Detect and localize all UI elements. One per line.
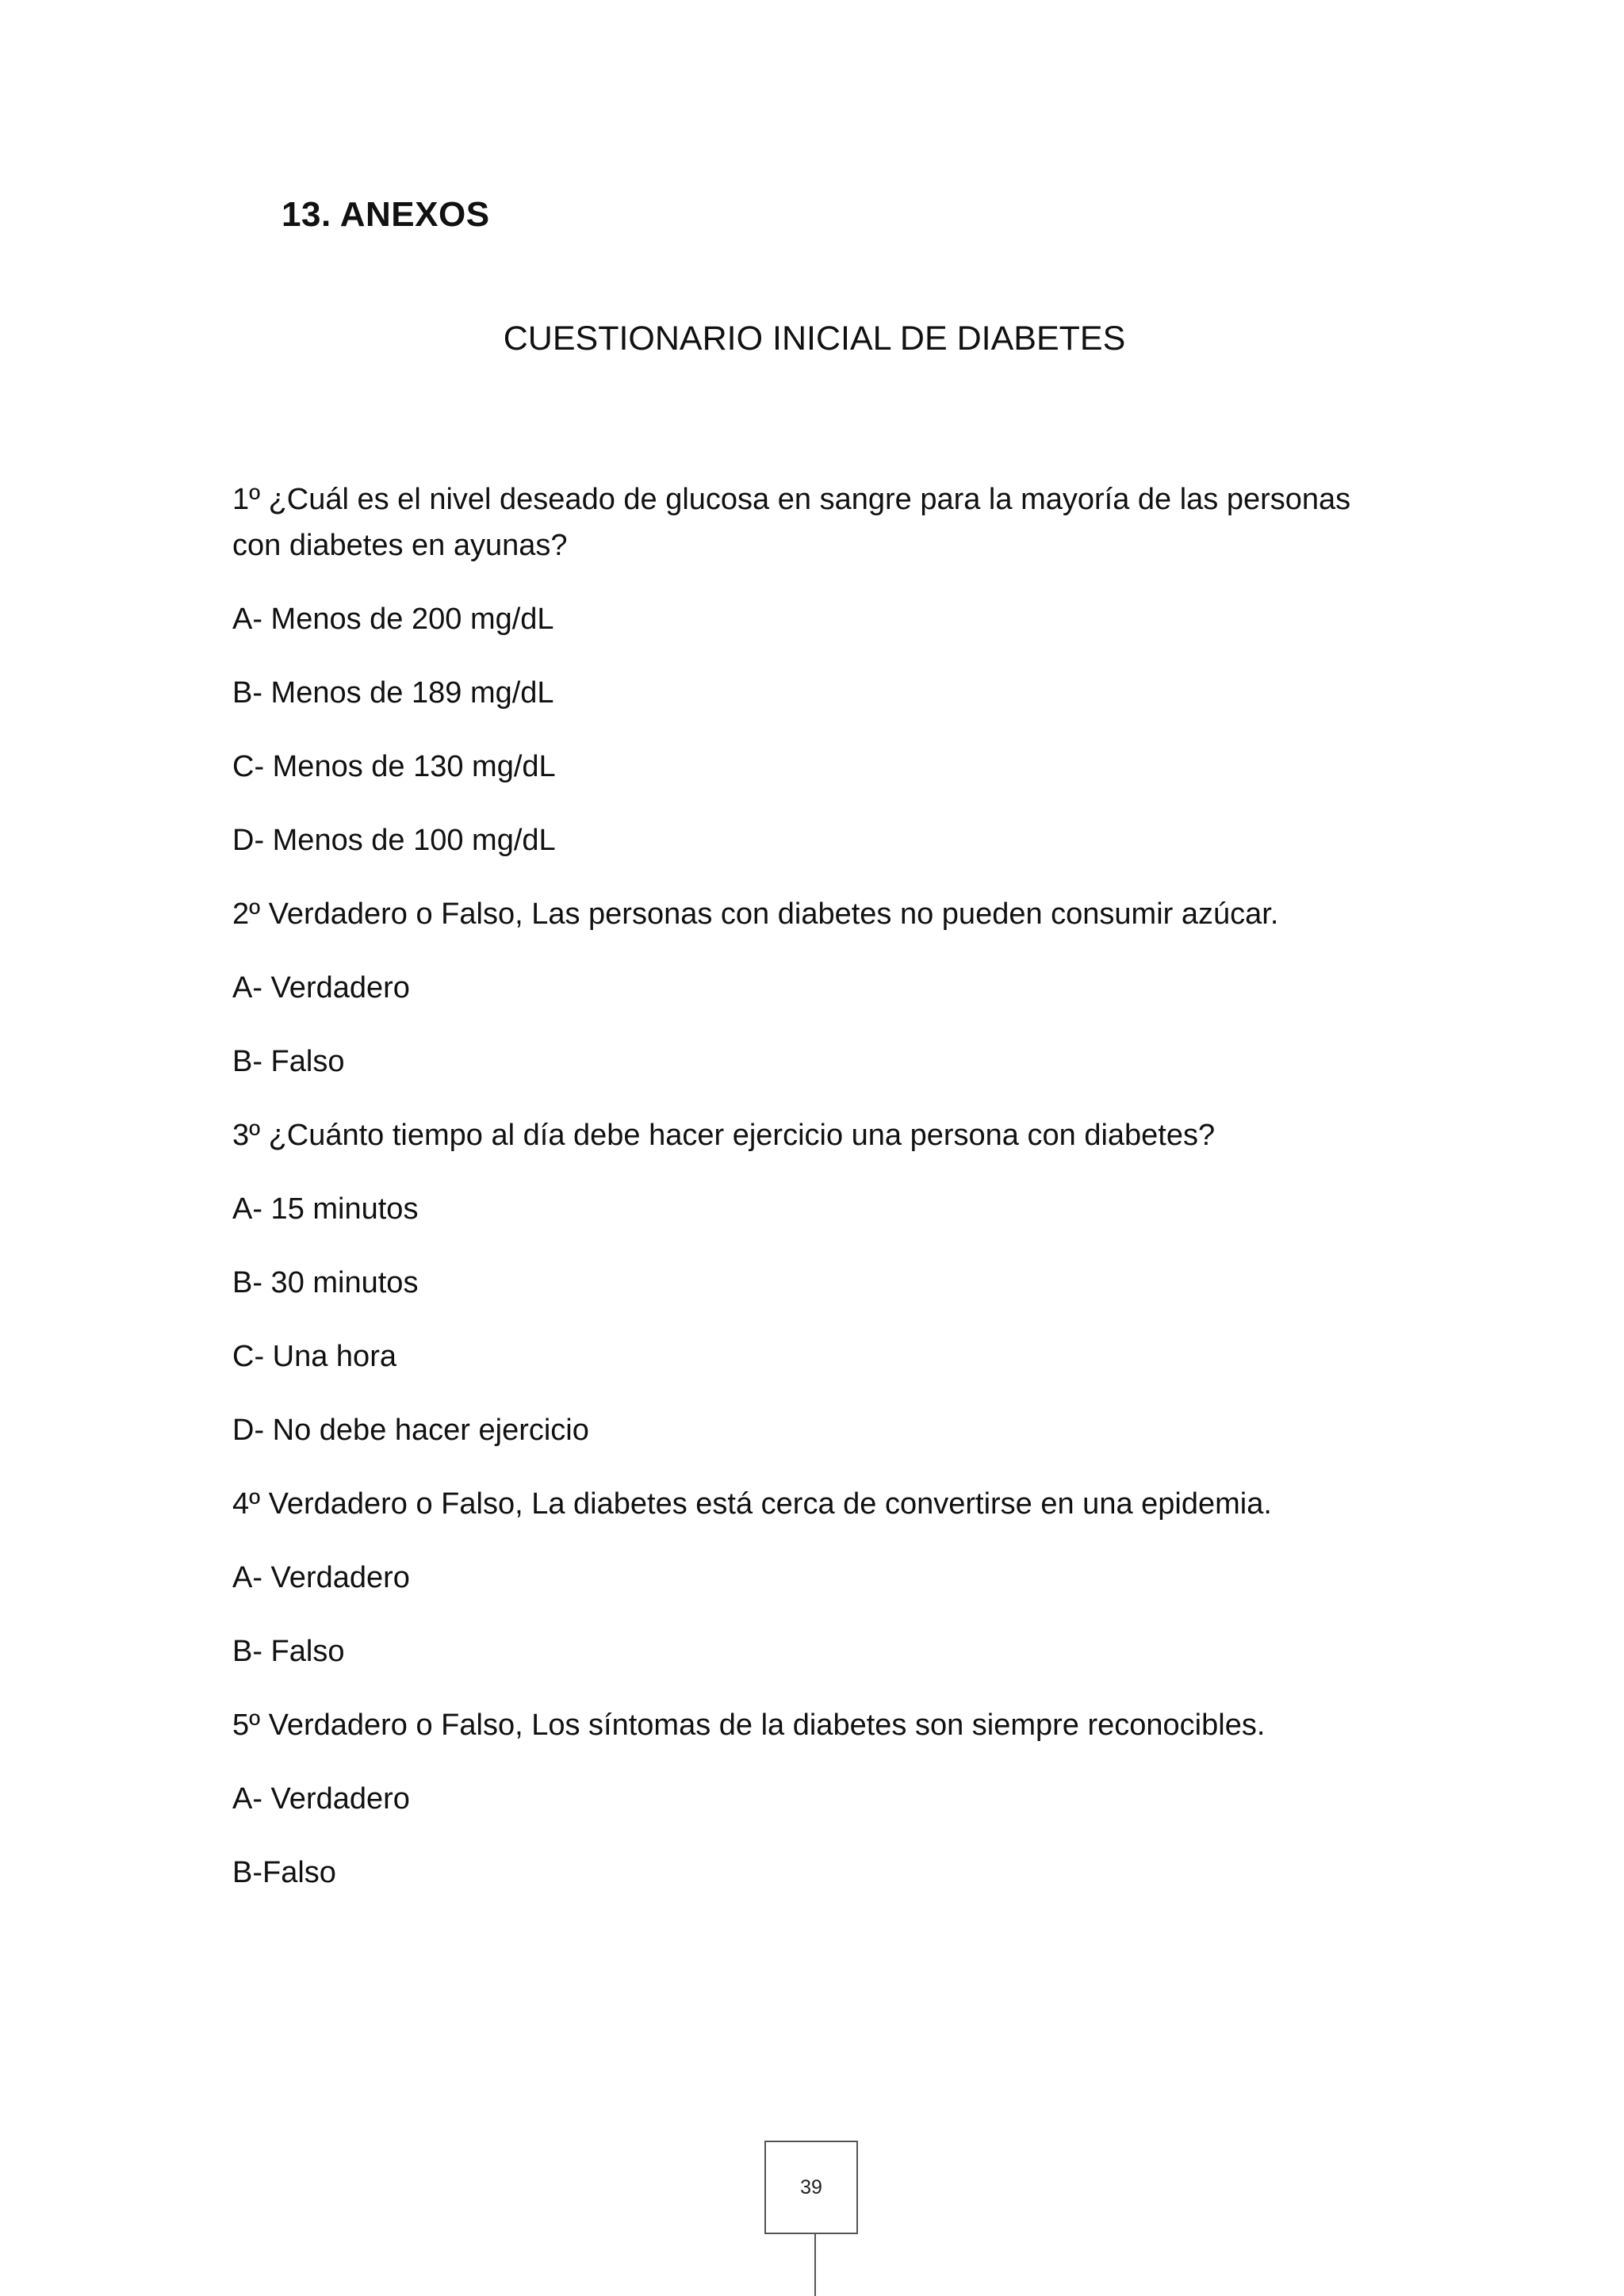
- questionnaire-title-text: CUESTIONARIO INICIAL DE DIABETES: [503, 320, 1126, 358]
- question-3-option-c: C- Una hora: [232, 1340, 396, 1373]
- question-3-option-d: D- No debe hacer ejercicio: [232, 1414, 589, 1447]
- question-4-option-a: A- Verdadero: [232, 1561, 410, 1594]
- question-1-option-b: B- Menos de 189 mg/dL: [232, 676, 554, 710]
- question-1-option-a: A- Menos de 200 mg/dL: [232, 603, 554, 636]
- question-1-option-d: D- Menos de 100 mg/dL: [232, 824, 556, 857]
- page-number-box: [764, 2141, 858, 2234]
- question-2-option-b: B- Falso: [232, 1045, 345, 1078]
- questionnaire-title: [0, 320, 1624, 358]
- question-block-1: [232, 476, 1398, 863]
- question-5: 5º Verdadero o Falso, Los síntomas de la diabetes son siempre reconocibles.: [232, 1709, 1266, 1742]
- question-3: 3º ¿Cuánto tiempo al día debe hacer ejercicio una persona con diabetes?: [232, 1119, 1216, 1152]
- question-block-4: [232, 1481, 1398, 1674]
- question-3-option-a: A- 15 minutos: [232, 1192, 419, 1226]
- question-2-option-a: A- Verdadero: [232, 971, 410, 1004]
- section-heading: 13. ANEXOS: [282, 195, 490, 234]
- question-5-option-a: A- Verdadero: [232, 1782, 410, 1816]
- page-number-connector-line: [814, 2234, 816, 2296]
- question-5-option-b: B-Falso: [232, 1856, 336, 1889]
- question-4-option-b: B- Falso: [232, 1635, 345, 1668]
- question-block-5: [232, 1702, 1398, 1896]
- question-4: 4º Verdadero o Falso, La diabetes está cerca de convertirse en una epidemia.: [232, 1487, 1272, 1521]
- question-2: 2º Verdadero o Falso, Las personas con diabetes no pueden consumir azúcar.: [232, 897, 1279, 931]
- question-3-option-b: B- 30 minutos: [232, 1266, 419, 1299]
- question-1-option-c: C- Menos de 130 mg/dL: [232, 750, 556, 783]
- page-number: 39: [800, 2175, 822, 2198]
- question-block-3: [232, 1112, 1398, 1453]
- question-1: 1º ¿Cuál es el nivel deseado de glucosa en sangre para la mayoría de las personas con diabetes en ayunas?: [232, 483, 1351, 562]
- questionnaire: [232, 476, 1398, 1923]
- question-block-2: [232, 891, 1398, 1085]
